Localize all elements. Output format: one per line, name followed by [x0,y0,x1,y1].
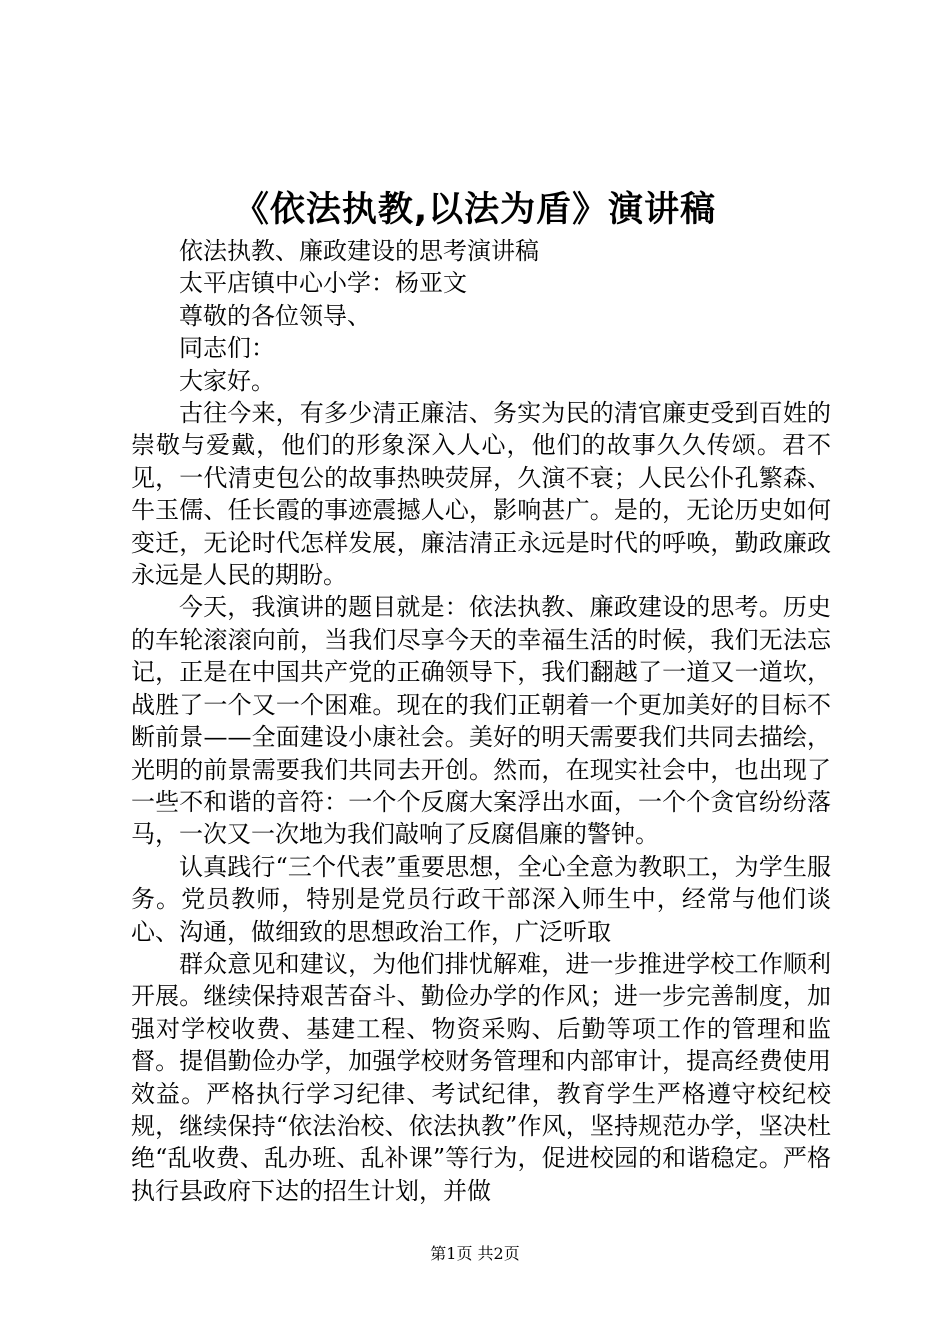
paragraph-body: 古往今来，有多少清正廉洁、务实为民的清官廉吏受到百姓的崇敬与爱戴，他们的形象深入人心，他们的故事久久传颂。君不见，一代清吏包公的故事热映荧屏，久演不衰；人民公仆孔繁森、牛玉儒、任长霞的事迹震撼人心，影响甚广。是的，无论历史如何变迁，无论时代怎样发展，廉洁清正永远是时代的呼唤，勤政廉政永远是人民的期盼。 [131,399,831,590]
paragraph-body: 认真践行“三个代表”重要思想，全心全意为教职工，为学生服务。党员教师，特别是党员行政干部深入师生中，经常与他们谈心、沟通，做细致的思想政治工作，广泛听取 [131,852,831,946]
paragraph-body: 今天，我演讲的题目就是：依法执教、廉政建设的思考。历史的车轮滚滚向前，当我们尽享今天的幸福生活的时候，我们无法忘记，正是在中国共产党的正确领导下，我们翻越了一道又一道坎，战胜了一个又一个困难。现在的我们正朝着一个更加美好的目标不断前景——全面建设小康社会。美好的明天需要我们共同去描绘，光明的前景需要我们共同去开创。然而，在现实社会中，也出现了一些不和谐的音符：一个个反腐大案浮出水面，一个个贪官纷纷落马，一次又一次地为我们敲响了反腐倡廉的警钟。 [131,593,831,849]
paragraph-subtitle: 依法执教、廉政建设的思考演讲稿 [179,237,539,265]
paragraph-author: 太平店镇中心小学：杨亚文 [179,269,467,298]
document-body [131,235,831,1207]
paragraph-body: 群众意见和建议，为他们排忧解难，进一步推进学校工作顺利开展。继续保持艰苦奋斗、勤俭办学的作风；进一步完善制度，加强对学校收费、基建工程、物资采购、后勤等项工作的管理和监督。提倡勤俭办学，加强学校财务管理和内部审计，提高经费使用效益。严格执行学习纪律、考试纪律，教育学生严格遵守校纪校规，继续保持“依法治校、依法执教”作风，坚持规范办学，坚决杜绝“乱收费、乱办班、乱补课”等行为，促进校园的和谐稳定。严格执行县政府下达的招生计划，并做 [131,949,831,1205]
paragraph-greeting: 大家好。 [179,366,275,395]
page-number-footer: 第1页 共2页 [430,1244,520,1263]
paragraph-salutation-comrades: 同志们： [179,334,275,363]
document-title: 《依法执教,以法为盾》演讲稿 [233,190,717,230]
paragraph-salutation: 尊敬的各位领导、 [179,301,371,330]
